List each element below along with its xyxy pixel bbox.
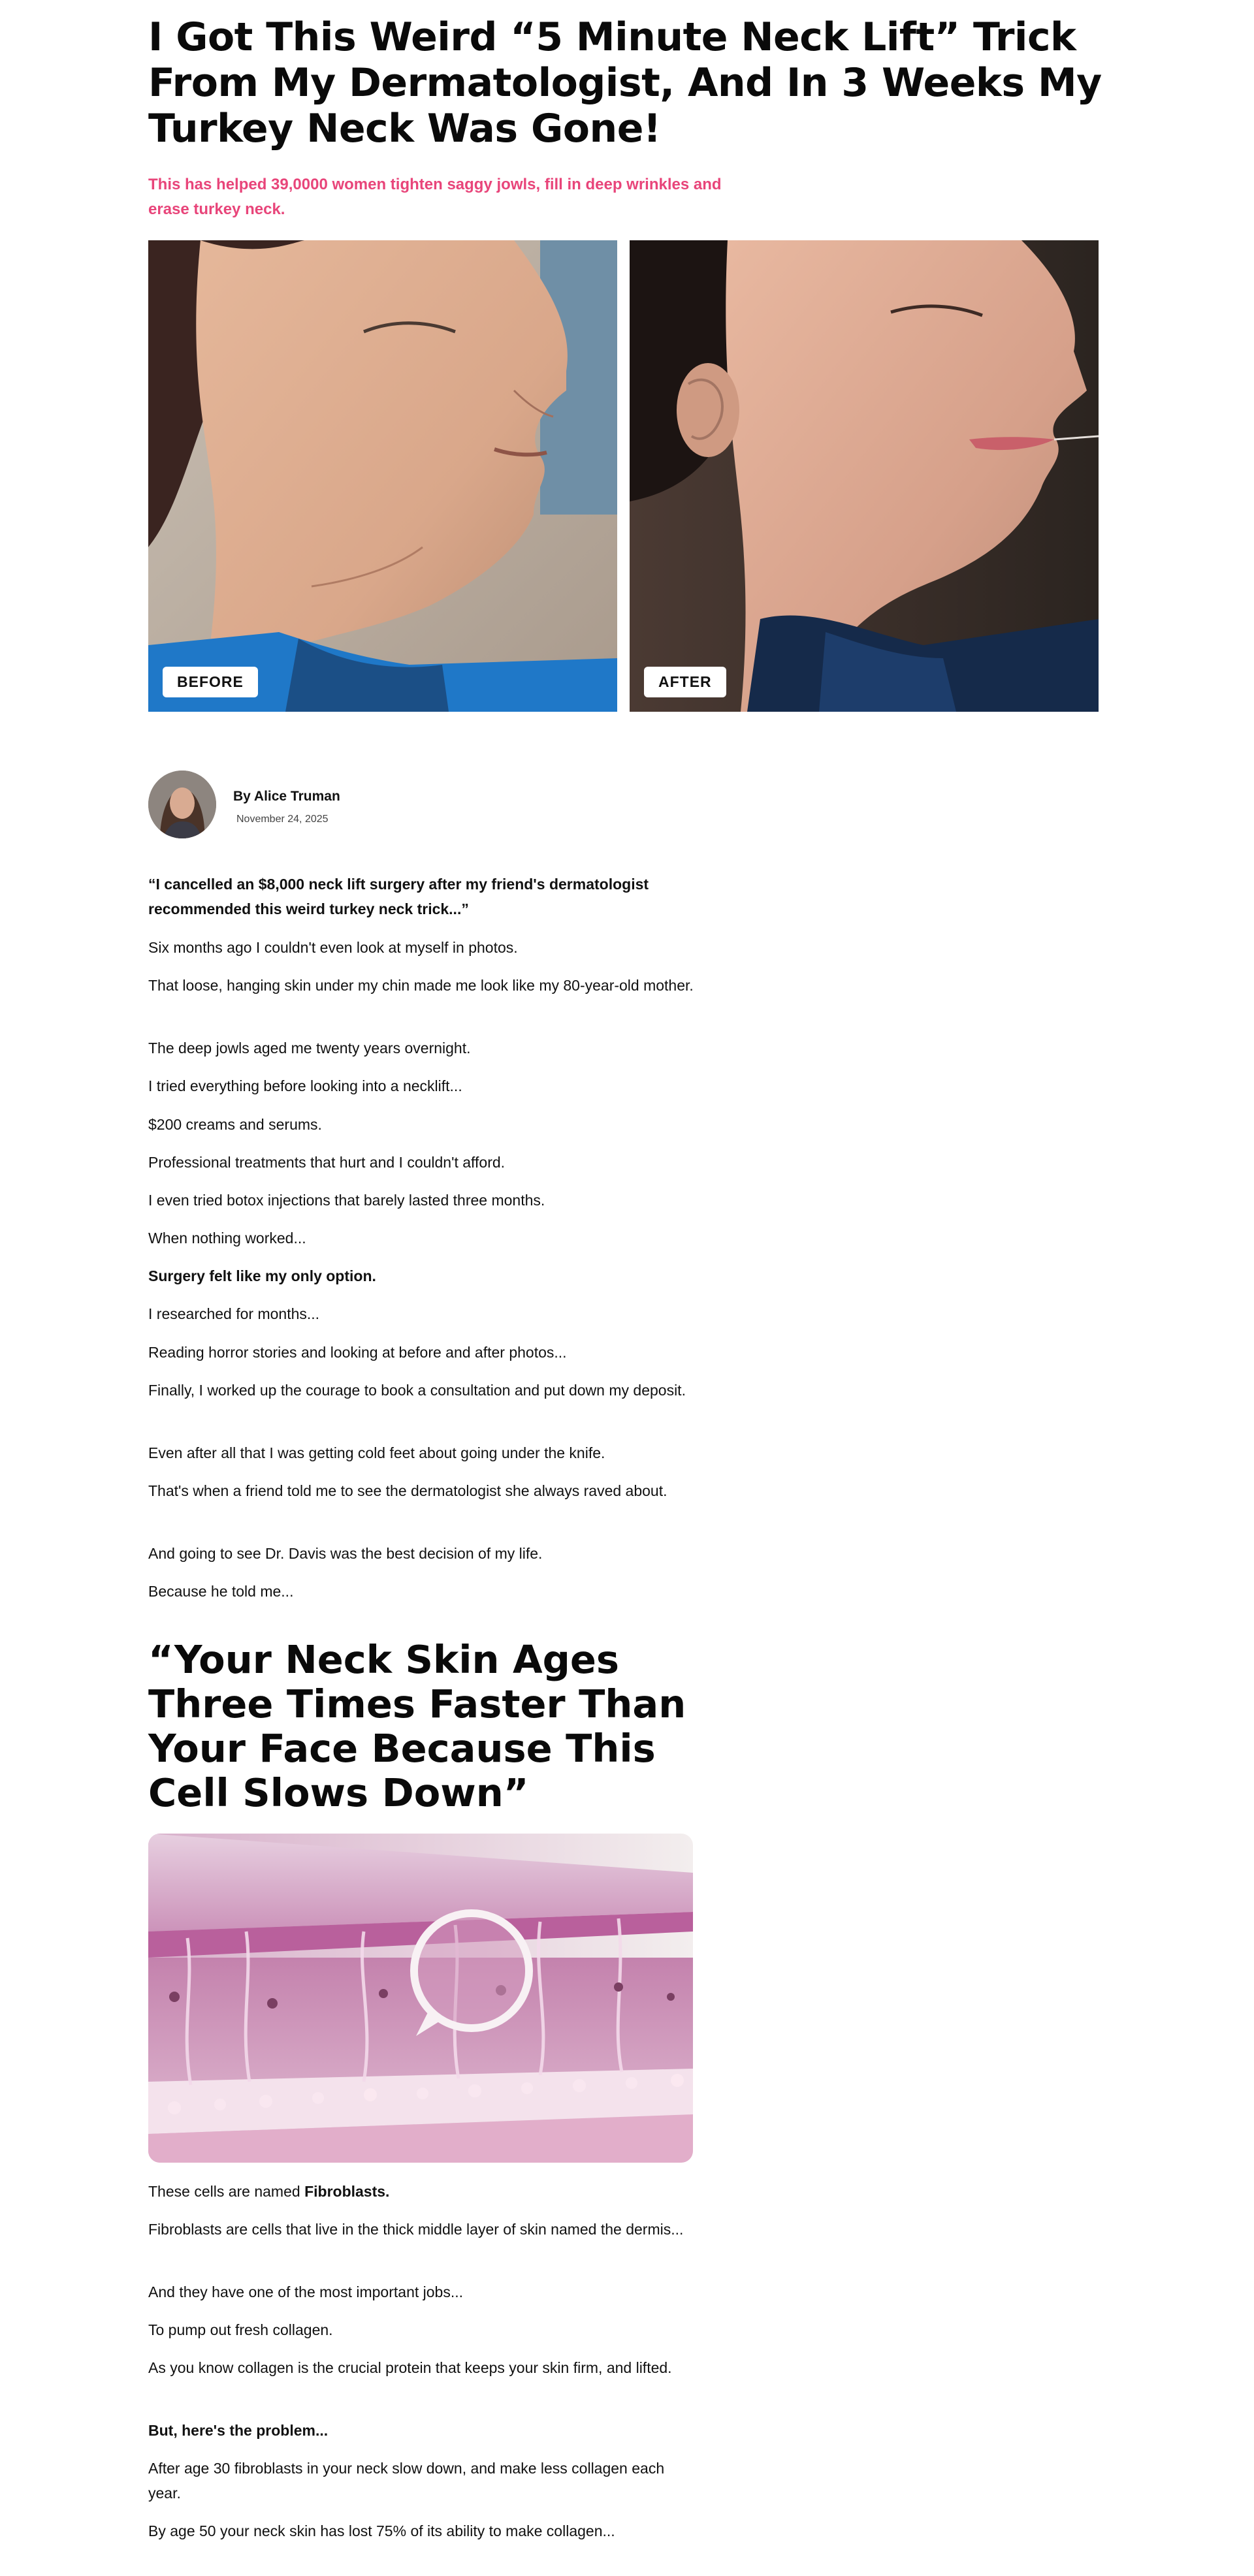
pull-quote: “I cancelled an $8,000 neck lift surgery after my friend's dermatologist recommended this weird turkey neck trick...”	[148, 876, 649, 917]
before-photo-illustration	[148, 240, 617, 712]
before-photo	[148, 240, 617, 712]
author-name: By Alice Truman	[233, 789, 340, 804]
paragraph: And going to see Dr. Davis was the best decision of my life.	[148, 1545, 543, 1562]
paragraph: Six months ago I couldn't even look at myself in photos.	[148, 939, 518, 956]
before-label: BEFORE	[163, 667, 258, 697]
author-byline	[148, 771, 540, 842]
paragraph: I researched for months...	[148, 1305, 320, 1322]
paragraph: Reading horror stories and looking at before and after photos...	[148, 1344, 567, 1361]
after-photo-illustration	[630, 240, 1099, 712]
paragraph: And they have one of the most important jobs...	[148, 2283, 464, 2300]
paragraph: Because he told me...	[148, 1583, 294, 1600]
paragraph: Finally, I worked up the courage to book a consultation and put down my deposit.	[148, 1382, 686, 1399]
fibroblast-term: Fibroblasts.	[304, 2183, 390, 2200]
publish-date: November 24, 2025	[236, 814, 329, 825]
paragraph: To pump out fresh collagen.	[148, 2321, 333, 2338]
section-heading: “Your Neck Skin Ages Three Times Faster Than Your Face Because This Cell Slows Down”	[148, 1637, 686, 1815]
paragraph: Even after all that I was getting cold feet about going under the knife.	[148, 1444, 605, 1461]
paragraph-emphasis: Surgery felt like my only option.	[148, 1267, 376, 1284]
paragraph: That's when a friend told me to see the dermatologist she always raved about.	[148, 1482, 667, 1499]
author-avatar	[148, 771, 216, 838]
paragraph: By age 50 your neck skin has lost 75% of its ability to make collagen...	[148, 2522, 615, 2539]
article-headline: I Got This Weird “5 Minute Neck Lift” Trick From My Dermatologist, And In 3 Weeks My Turkey Neck Was Gone!	[148, 14, 1102, 151]
article-subheadline: This has helped 39,0000 women tighten saggy jowls, fill in deep wrinkles and erase turkey neck.	[148, 176, 722, 218]
paragraph: As you know collagen is the crucial protein that keeps your skin firm, and lifted.	[148, 2359, 672, 2376]
paragraph: The deep jowls aged me twenty years overnight.	[148, 1040, 471, 1057]
after-photo	[630, 240, 1099, 712]
paragraph	[148, 2179, 697, 2204]
paragraph-emphasis: But, here's the problem...	[148, 2422, 329, 2439]
dermis-illustration	[148, 1834, 693, 2163]
paragraph: I tried everything before looking into a necklift...	[148, 1077, 462, 1094]
after-label: AFTER	[644, 667, 726, 697]
paragraph: When nothing worked...	[148, 1230, 306, 1247]
paragraph: After age 30 fibroblasts in your neck slow down, and make less collagen each year.	[148, 2460, 665, 2502]
fibroblast-intro-text: These cells are named	[148, 2183, 305, 2200]
paragraph: Fibroblasts are cells that live in the thick middle layer of skin named the dermis...	[148, 2221, 684, 2238]
fibroblast-skin-layers-image	[148, 1834, 693, 2163]
paragraph: Professional treatments that hurt and I couldn't afford.	[148, 1154, 506, 1171]
paragraph: That loose, hanging skin under my chin made me look like my 80-year-old mother.	[148, 977, 694, 994]
paragraph: I even tried botox injections that barely lasted three months.	[148, 1192, 545, 1209]
paragraph: $200 creams and serums.	[148, 1116, 322, 1133]
